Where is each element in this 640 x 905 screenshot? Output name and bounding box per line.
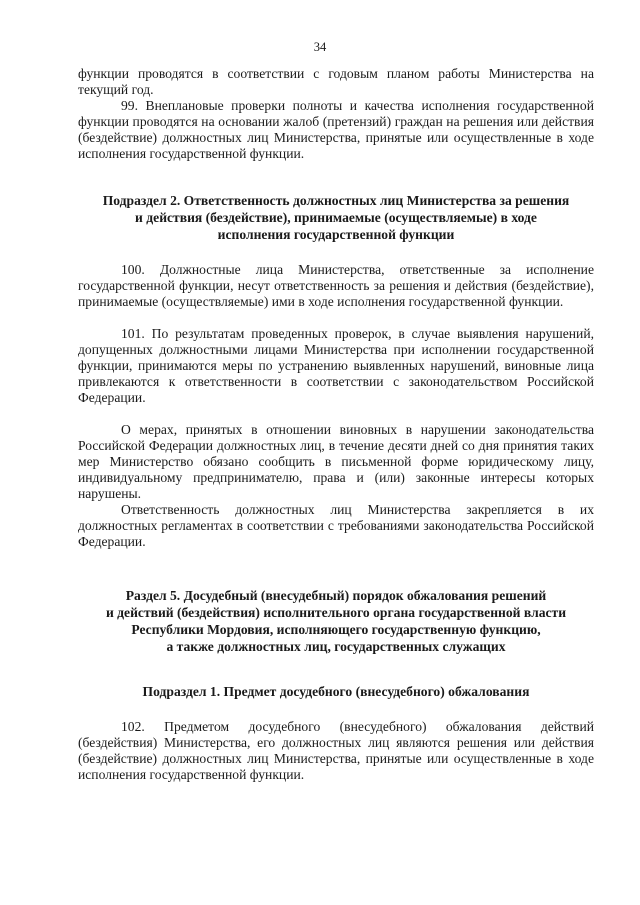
paragraph-99: 99. Внеплановые проверки полноты и качества исполнения государственной функции проводятся на основании жалоб (претензий) граждан на решения или действия (бездействие) должностных лиц Министерства, принятые или осуществленные в ходе исполнения государственной функции. xyxy=(78,98,594,161)
paragraph-responsibility: Ответственность должностных лиц Министерства закрепляется в их должностных регламентах в соответствии с требованиями законодательства Российской Федерации. xyxy=(78,502,594,549)
paragraph-100: 100. Должностные лица Министерства, ответственные за исполнение государственной функции, несут ответственность за решения и действия (бездействие), принимаемые (осуществляемые) ими в ходе исполнения государственной функции. xyxy=(78,262,594,309)
paragraph-101: 101. По результатам проведенных проверок, в случае выявления нарушений, допущенных должностными лицами Министерства при исполнении государственной функции, принимаются меры по устранению выявленных нарушений, виновные лица привлекаются к ответственности в соответствии с законодательством Российской Федерации. xyxy=(78,326,594,405)
page-number: 34 xyxy=(313,40,327,54)
subsection-1-heading: Подраздел 1. Предмет досудебного (внесудебного) обжалования xyxy=(142,684,530,699)
section-5-heading: Раздел 5. Досудебный (внесудебный) порядок обжалования решений и действий (бездействия) исполнительного органа государственной власти Республики Мордовия, исполняющего государственную функцию, а также должностных лиц, государственных служащих xyxy=(105,588,567,654)
paragraph-measures: О мерах, принятых в отношении виновных в нарушении законодательства Российской Федерации должностных лиц, в течение десяти дней со дня принятия таких мер Министерство обязано сообщить в письменной форме юридическому лицу, индивидуальному предпринимателю, права и (или) законные интересы которых нарушены. xyxy=(78,422,594,501)
paragraph-continuation: функции проводятся в соответствии с годовым планом работы Министерства на текущий год. xyxy=(78,66,594,97)
paragraph-102: 102. Предметом досудебного (внесудебного) обжалования действий (бездействия) Министерства, его должностных лиц являются решения или действия (бездействие) должностных лиц Министерства, принятые или осуществленные в ходе исполнения государственной функции. xyxy=(78,719,594,782)
subsection-2-heading: Подраздел 2. Ответственность должностных лиц Министерства за решения и действия (бездействие), принимаемые (осуществляемые) в ходе исполнения государственной функции xyxy=(102,193,570,242)
